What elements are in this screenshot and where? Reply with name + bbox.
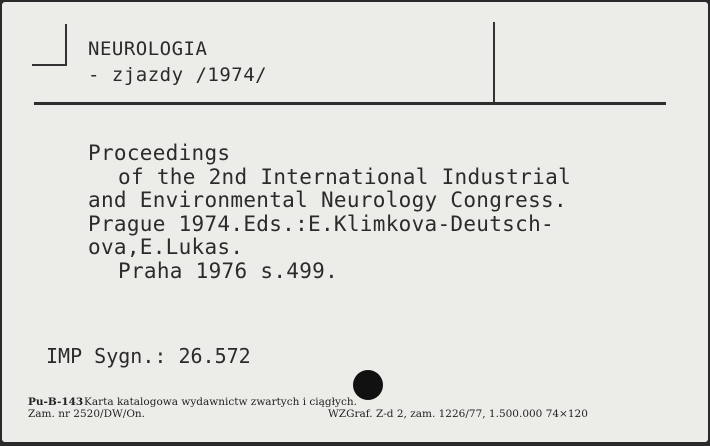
- form-title: Karta katalogowa wydawnictw zwartych i ciągłych.: [84, 396, 357, 408]
- order-number: Zam. nr 2520/DW/On.: [28, 408, 146, 420]
- entry-line-6: Praha 1976 s.499.: [118, 258, 339, 283]
- entry-line-3: and Environmental Neurology Congress.: [88, 188, 567, 213]
- entry-line-1: Proceedings: [88, 141, 231, 165]
- header-divider-horizontal: [34, 102, 666, 105]
- call-number: IMP Sygn.: 26.572: [46, 344, 251, 368]
- bibliographic-entry: [88, 142, 571, 284]
- printer-info: WZGraf. Z-d 2, zam. 1226/77, 1.500.000 74×120: [328, 408, 588, 420]
- entry-line-5: ova,E.Lukas.: [88, 235, 244, 260]
- header-divider-vertical: [493, 22, 495, 102]
- form-code: Pu-B-143: [28, 396, 84, 408]
- catalog-card: [2, 2, 708, 442]
- corner-bracket-horizontal: [32, 64, 67, 66]
- subject-heading-line-1: NEUROLOGIA: [88, 38, 208, 60]
- subject-heading-line-2: - zjazdy /1974/: [88, 64, 268, 86]
- entry-line-2: of the 2nd International Industrial: [118, 164, 572, 189]
- card-footer: [28, 396, 678, 420]
- entry-line-4: Prague 1974.Eds.:E.Klimkova-Deutsch-: [88, 211, 554, 236]
- corner-bracket-vertical: [65, 24, 67, 66]
- subject-heading: [88, 36, 267, 88]
- corner-bracket: [32, 24, 68, 66]
